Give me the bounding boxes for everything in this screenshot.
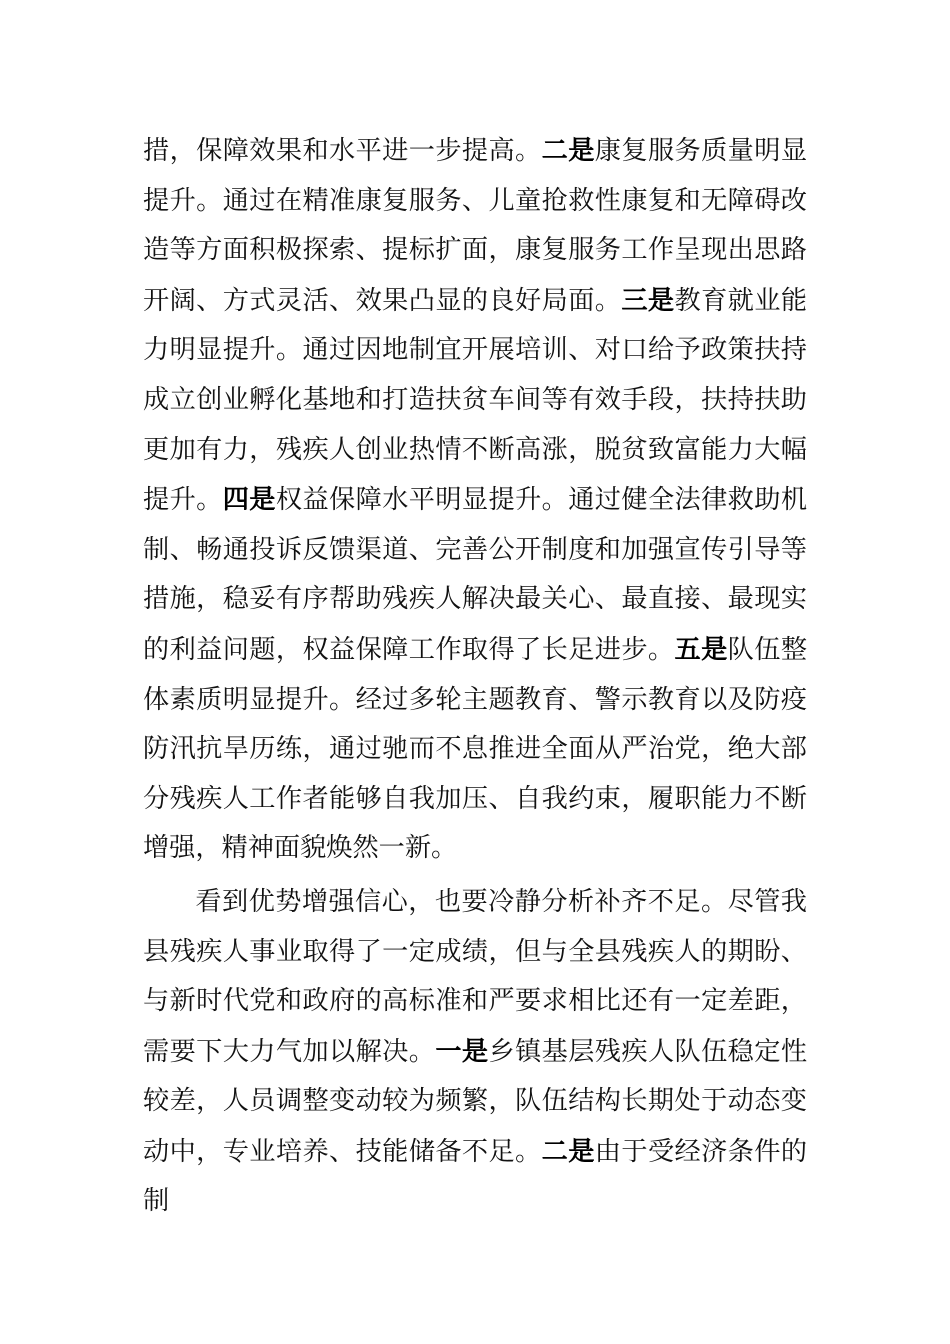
text-run: 康复服务质量明显提升。通过在精准康复服务、儿童抢救性康复和无障碍改造等方面积极探索、提标扩面，康复服务工作呈现出思路开阔、方式灵活、效果凸显的良好局面。 xyxy=(143,136,808,316)
lead-phrase-third: 三是 xyxy=(621,284,675,316)
lead-phrase-second: 二是 xyxy=(541,1135,595,1167)
text-run: 权益保障水平明显提升。通过健全法律救助机制、畅通投诉反馈渠道、完善公开制度和加强宣传引导等措施，稳妥有序帮助残疾人解决最关心、最直接、最现实的利益问题，权益保障工作取得了长足进步。 xyxy=(143,485,808,665)
text-run: 措，保障效果和水平进一步提高。 xyxy=(143,136,542,166)
lead-phrase-fifth: 五是 xyxy=(674,633,728,665)
lead-phrase-second: 二是 xyxy=(541,135,595,166)
text-run: 看到优势增强信心，也要冷静分析补齐不足。尽管我县残疾人事业取得了一定成绩，但与全县残疾人的期盼、与新时代党和政府的高标准和严要求相比还有一定差距，需要下大力气加以解决。 xyxy=(143,886,807,1067)
lead-phrase-first: 一是 xyxy=(435,1035,489,1067)
text-run: 队伍整体素质明显提升。经过多轮主题教育、警示教育以及防疫防汛抗旱历练，通过驰而不息推进全面从严治党，绝大部分残疾人工作者能够自我加压、自我约束，履职能力不断增强，精神面貌焕然一新。 xyxy=(143,634,808,864)
paragraph-shortcomings xyxy=(143,878,807,1227)
paragraph-achievements xyxy=(143,126,807,874)
document-body xyxy=(143,126,807,1227)
lead-phrase-fourth: 四是 xyxy=(222,484,276,516)
text-run: 乡镇基层残疾人队伍稳定性较差，人员调整变动较为频繁，队伍结构长期处于动态变动中，专业培养、技能储备不足。 xyxy=(143,1036,808,1167)
text-run: 教育就业能力明显提升。通过因地制宜开展培训、对口给予政策扶持成立创业孵化基地和打造扶贫车间等有效手段，扶持扶助更加有力，残疾人创业热情不断高涨，脱贫致富能力大幅提升。 xyxy=(143,285,808,516)
text-run: 由于受经济条件的制 xyxy=(143,1136,808,1217)
